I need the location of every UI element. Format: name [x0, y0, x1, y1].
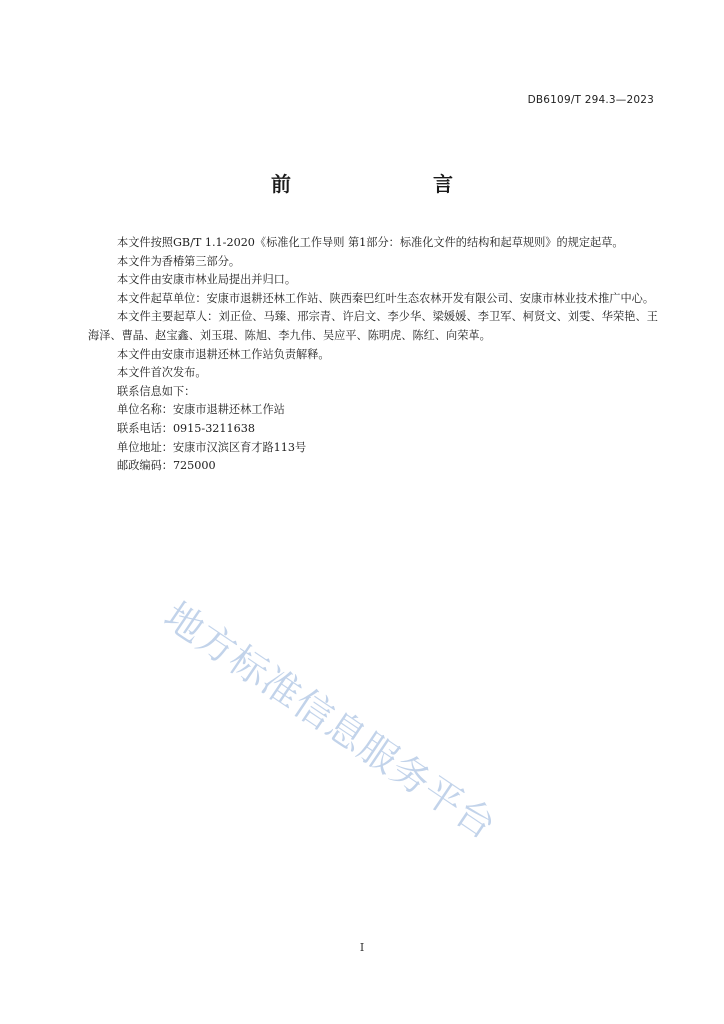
page-title: 前 言 — [271, 172, 487, 196]
paragraph-first-release: 本文件首次发布。 — [117, 366, 207, 380]
paragraph-interpretation: 本文件由安康市退耕还林工作站负责解释。 — [117, 347, 330, 361]
paragraph-part-info: 本文件为香椿第三部分。 — [117, 254, 241, 268]
watermark: 地方标准信息服务平台 — [156, 593, 505, 849]
contact-unit-name: 单位名称：安康市退耕还林工作站 — [117, 403, 285, 417]
page-number: I — [359, 941, 365, 954]
standard-code: DB6109/T 294.3—2023 — [527, 94, 654, 106]
contact-heading: 联系信息如下： — [117, 384, 196, 398]
paragraph-drafting-rules: 本文件按照GB/T 1.1-2020《标准化工作导则 第1部分：标准化文件的结构和起草规则》的规定起草。 — [117, 236, 624, 249]
paragraph-drafters: 本文件主要起草人：刘正俭、马臻、邢宗青、许启文、李少华、梁媛媛、李卫军、柯贤文、刘雯、华荣艳、王海泽、曹晶、赵宝鑫、刘玉琨、陈旭、李九伟、吴应平、陈明虎、陈红、向荣革。 — [88, 310, 658, 342]
contact-postcode: 邮政编码：725000 — [117, 459, 216, 473]
foreword-body — [88, 234, 658, 476]
paragraph-proposer: 本文件由安康市林业局提出并归口。 — [117, 273, 297, 287]
paragraph-drafting-units: 本文件起草单位：安康市退耕还林工作站、陕西秦巴红叶生态农林开发有限公司、安康市林业技术推广中心。 — [117, 291, 655, 305]
contact-phone: 联系电话：0915-3211638 — [117, 421, 256, 435]
contact-address: 单位地址：安康市汉滨区育才路113号 — [117, 440, 307, 454]
